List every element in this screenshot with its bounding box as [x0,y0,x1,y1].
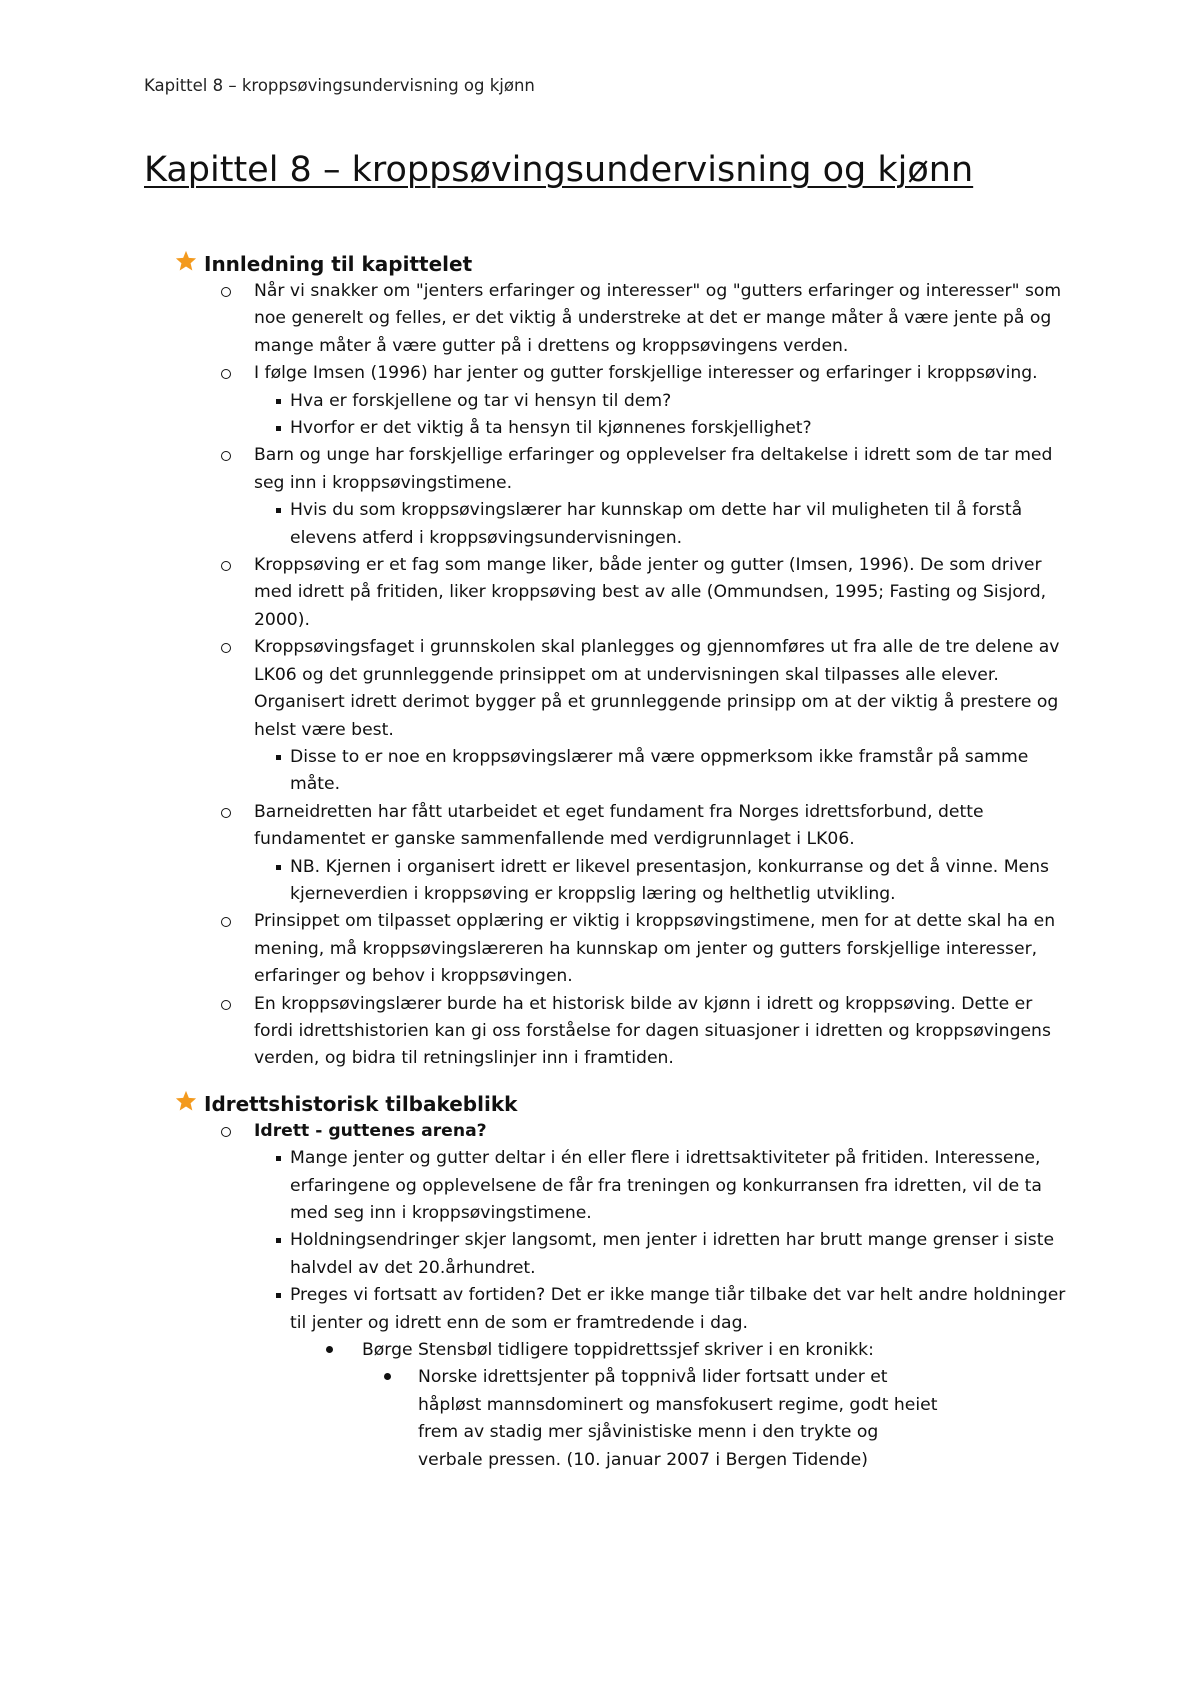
section-history [144,1090,1074,1474]
list-item: Preges vi fortsatt av fortiden? Det er ikke mange tiår tilbake det var helt andre holdninger til jenter og idrett enn de som er framtredende i dag. [144,1282,1074,1337]
section-intro [144,250,1074,1073]
list-item: Hva er forskjellene og tar vi hensyn til dem? [144,388,1074,415]
list-item: Idrett - guttenes arena? [144,1118,1074,1145]
list-item: NB. Kjernen i organisert idrett er likevel presentasjon, konkurranse og det å vinne. Mens kjerneverdien i kroppsøving er kroppslig læring og helthetlig utvikling. [144,854,1074,909]
list-item: Norske idrettsjenter på toppnivå lider fortsatt under et håpløst mannsdominert og mansfokusert regime, godt heiet frem av stadig mer sjåvinistiske menn i den trykte og verbale pressen. (10. januar 2007 i Bergen Tidende) [144,1364,1074,1474]
square-bullet-icon [276,399,281,404]
list-item: En kroppsøvingslærer burde ha et historisk bilde av kjønn i idrett og kroppsøving. Dette er fordi idrettshistorien kan gi oss forståelse for dagen situasjoner i idretten og kroppsøvingens verden, og bidra til retningslinjer inn i framtiden. [144,991,1074,1073]
section-heading-text: Idrettshistorisk tilbakeblikk [204,1091,518,1116]
circle-bullet-icon [221,1000,231,1010]
list-item: Kroppsøvingsfaget i grunnskolen skal planlegges og gjennomføres ut fra alle de tre delene av LK06 og det grunnleggende prinsippet om at undervisningen skal tilpasses alle elever. Organisert idrett derimot bygger på et grunnleggende prinsipp om at der viktig å prestere og helst være best. [144,634,1074,744]
square-bullet-icon [276,865,281,870]
list-item: Prinsippet om tilpasset opplæring er viktig i kroppsøvingstimene, men for at dette skal ha en mening, må kroppsøvingslæreren ha kunnskap om jenter og gutters forskjellige interesser, erfaringer og behov i kroppsøvingen. [144,908,1074,990]
list-item: Hvorfor er det viktig å ta hensyn til kjønnenes forskjellighet? [144,415,1074,442]
dot-bullet-icon [384,1373,391,1380]
star-icon [175,1090,197,1112]
circle-bullet-icon [221,451,231,461]
square-bullet-icon [276,1293,281,1298]
list-item: Hvis du som kroppsøvingslærer har kunnskap om dette har vil muligheten til å forstå elevens atferd i kroppsøvingsundervisningen. [144,497,1074,552]
circle-bullet-icon [221,287,231,297]
circle-bullet-icon [221,369,231,379]
circle-bullet-icon [221,917,231,927]
list-item: Barn og unge har forskjellige erfaringer og opplevelser fra deltakelse i idrett som de tar med seg inn i kroppsøvingstimene. [144,442,1074,497]
circle-bullet-icon [221,808,231,818]
list-item: Når vi snakker om "jenters erfaringer og interesser" og "gutters erfaringer og interesser" som noe generelt og felles, er det viktig å understreke at det er mange måter å være jente på og mange måter å være gutter på i drettens og kroppsøvingens verden. [144,278,1074,360]
section-heading [144,250,1074,278]
circle-bullet-icon [221,643,231,653]
section-heading-text: Innledning til kapittelet [204,252,473,276]
list-item: Holdningsendringer skjer langsomt, men jenter i idretten har brutt mange grenser i siste halvdel av det 20.århundret. [144,1227,1074,1282]
circle-bullet-icon [221,561,231,571]
page-title: Kapittel 8 – kroppsøvingsundervisning og kjønn [144,150,974,190]
list-item: Kroppsøving er et fag som mange liker, både jenter og gutter (Imsen, 1996). De som driver med idrett på fritiden, liker kroppsøving best av alle (Ommundsen, 1995; Fasting og Sisjord, 2000). [144,552,1074,634]
list-item: Barneidretten har fått utarbeidet et eget fundament fra Norges idrettsforbund, dette fundamentet er ganske sammenfallende med verdigrunnlaget i LK06. [144,799,1074,854]
square-bullet-icon [276,426,281,431]
circle-bullet-icon [221,1127,231,1137]
list-item: Børge Stensbøl tidligere toppidrettssjef skriver i en kronikk: [144,1337,1074,1364]
square-bullet-icon [276,1238,281,1243]
square-bullet-icon [276,755,281,760]
square-bullet-icon [276,1156,281,1161]
star-icon [175,250,197,272]
running-header: Kapittel 8 – kroppsøvingsundervisning og kjønn [144,76,535,95]
document-body [144,250,1074,1474]
dot-bullet-icon [326,1346,333,1353]
section-heading [144,1090,1074,1118]
list-item: Disse to er noe en kroppsøvingslærer må være oppmerksom ikke framstår på samme måte. [144,744,1074,799]
list-item: Mange jenter og gutter deltar i én eller flere i idrettsaktiviteter på fritiden. Interessene, erfaringene og opplevelsene de får fra treningen og konkurransen fra idretten, vil de ta med seg inn i kroppsøvingstimene. [144,1145,1074,1227]
square-bullet-icon [276,508,281,513]
list-item: I følge Imsen (1996) har jenter og gutter forskjellige interesser og erfaringer i kroppsøving. [144,360,1074,387]
